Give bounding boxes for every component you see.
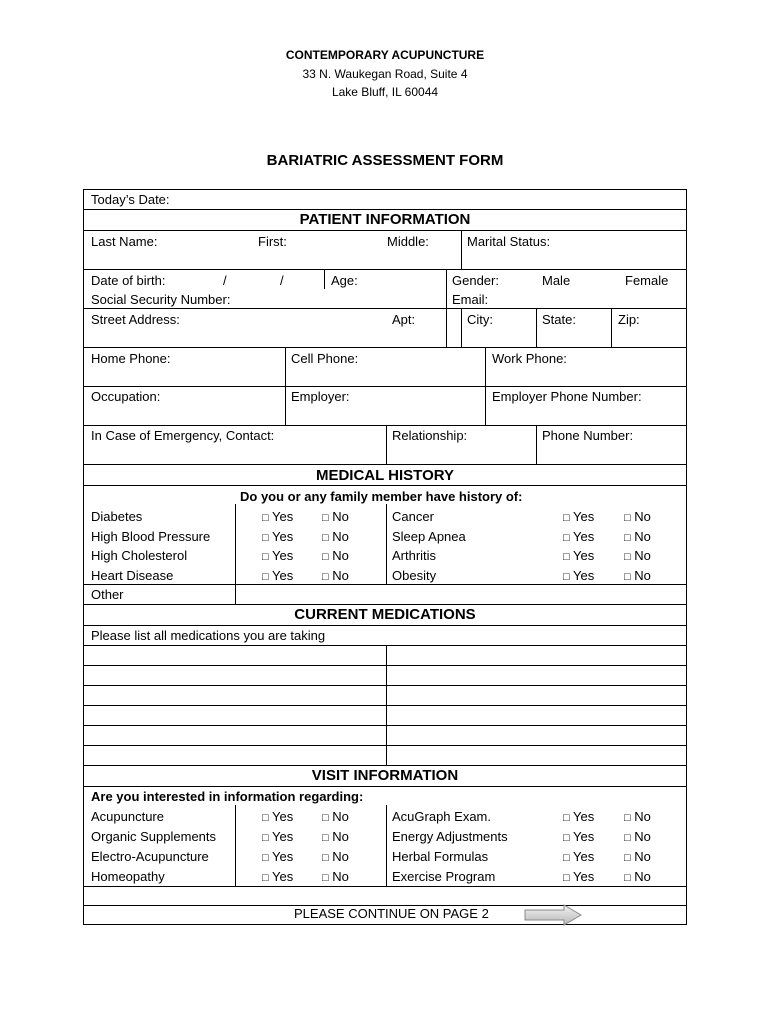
email-label: Email:	[452, 292, 489, 307]
checkbox-icon[interactable]: □	[322, 512, 329, 524]
visit-information-question: Are you interested in information regarding:	[91, 789, 364, 804]
checkbox-icon[interactable]: □	[322, 872, 329, 884]
option-label: No	[328, 869, 349, 884]
medications-instruction: Please list all medications you are taking	[91, 628, 326, 643]
visit-info-yes-option[interactable]	[563, 849, 594, 866]
todays-date-label: Today’s Date:	[91, 192, 170, 207]
dob-slash: /	[223, 273, 227, 288]
medical-history-left-item-label: High Blood Pressure	[91, 528, 211, 544]
medical-history-yes-option[interactable]	[262, 509, 293, 526]
visit-info-no-option[interactable]	[322, 849, 349, 866]
clinic-address-line1: 33 N. Waukegan Road, Suite 4	[302, 67, 468, 81]
option-label: No	[630, 849, 651, 864]
medical-history-yes-option[interactable]	[262, 529, 293, 546]
assessment-form	[83, 189, 687, 925]
other-label: Other	[91, 587, 124, 602]
option-label: Yes	[268, 849, 294, 864]
checkbox-icon[interactable]: □	[262, 832, 269, 844]
medical-history-left-item-label: Heart Disease	[91, 567, 174, 583]
visit-info-yes-option[interactable]	[563, 869, 594, 886]
emergency-contact-label: In Case of Emergency, Contact:	[91, 428, 275, 443]
checkbox-icon[interactable]: □	[322, 551, 329, 563]
medical-history-heading: MEDICAL HISTORY	[315, 467, 455, 484]
checkbox-icon[interactable]: □	[563, 512, 570, 524]
date-of-birth-label: Date of birth:	[91, 273, 166, 288]
option-label: No	[328, 809, 349, 824]
medical-history-no-option[interactable]	[624, 548, 651, 565]
option-label: No	[328, 829, 349, 844]
last-name-label: Last Name:	[91, 234, 158, 249]
medical-history-no-option[interactable]	[624, 529, 651, 546]
option-label: No	[328, 567, 349, 583]
zip-label: Zip:	[618, 312, 640, 327]
option-label: Yes	[569, 567, 595, 583]
visit-info-left-item-label: Electro-Acupuncture	[91, 849, 209, 864]
checkbox-icon[interactable]: □	[262, 531, 269, 544]
option-label: Yes	[268, 869, 294, 884]
visit-info-right-item-label: Energy Adjustments	[392, 829, 508, 844]
checkbox-icon[interactable]: □	[563, 551, 570, 563]
medical-history-yes-option[interactable]	[563, 568, 594, 585]
visit-info-no-option[interactable]	[624, 849, 651, 866]
visit-info-no-option[interactable]	[322, 869, 349, 886]
visit-info-no-option[interactable]	[322, 809, 349, 826]
checkbox-icon[interactable]: □	[563, 531, 570, 544]
option-label: No	[328, 509, 349, 524]
option-label: Yes	[569, 809, 595, 824]
option-label: No	[328, 548, 349, 563]
medical-history-left-item-label: Diabetes	[91, 509, 143, 524]
work-phone-label: Work Phone:	[492, 351, 567, 366]
occupation-label: Occupation:	[91, 389, 161, 404]
medical-history-right-item-label: Cancer	[392, 509, 434, 524]
age-label: Age:	[331, 273, 358, 288]
checkbox-icon[interactable]: □	[624, 531, 631, 544]
medical-history-right-item-label: Sleep Apnea	[392, 528, 466, 544]
checkbox-icon[interactable]: □	[563, 872, 570, 884]
medical-history-left-item-label: High Cholesterol	[91, 548, 188, 563]
option-label: No	[630, 509, 651, 524]
employer-phone-label: Employer Phone Number:	[492, 389, 642, 404]
street-address-label: Street Address:	[91, 312, 180, 327]
visit-info-no-option[interactable]	[322, 829, 349, 846]
checkbox-icon[interactable]: □	[262, 512, 269, 524]
option-label: Yes	[569, 869, 595, 884]
checkbox-icon[interactable]: □	[624, 832, 631, 844]
visit-info-yes-option[interactable]	[262, 869, 293, 886]
visit-info-yes-option[interactable]	[262, 809, 293, 826]
checkbox-icon[interactable]: □	[262, 812, 269, 824]
option-label: Yes	[569, 829, 595, 844]
checkbox-icon[interactable]: □	[624, 852, 631, 864]
form-title: BARIATRIC ASSESSMENT FORM	[266, 152, 504, 169]
apt-label: Apt:	[392, 312, 416, 327]
gender-male-option: Male	[542, 273, 571, 288]
option-label: Yes	[569, 528, 595, 544]
medical-history-yes-option[interactable]	[563, 548, 594, 565]
checkbox-icon[interactable]: □	[322, 852, 329, 864]
checkbox-icon[interactable]: □	[563, 852, 570, 864]
visit-information-heading: VISIT INFORMATION	[311, 767, 459, 784]
checkbox-icon[interactable]: □	[563, 812, 570, 824]
checkbox-icon[interactable]: □	[262, 872, 269, 884]
cell-phone-label: Cell Phone:	[291, 351, 359, 366]
checkbox-icon[interactable]: □	[322, 832, 329, 844]
relationship-label: Relationship:	[392, 428, 468, 443]
medical-history-no-option[interactable]	[322, 529, 349, 546]
visit-info-no-option[interactable]	[624, 809, 651, 826]
checkbox-icon[interactable]: □	[322, 812, 329, 824]
visit-info-left-item-label: Homeopathy	[91, 869, 165, 884]
state-label: State:	[542, 312, 576, 327]
visit-info-right-item-label: Exercise Program	[392, 869, 496, 884]
option-label: No	[328, 849, 349, 864]
option-label: No	[630, 528, 651, 544]
option-label: Yes	[268, 528, 294, 544]
option-label: No	[630, 567, 651, 583]
gender-female-option: Female	[625, 273, 669, 288]
checkbox-icon[interactable]: □	[563, 832, 570, 844]
option-label: Yes	[268, 567, 294, 583]
medical-history-no-option[interactable]	[322, 509, 349, 526]
checkbox-icon[interactable]: □	[262, 570, 269, 583]
medical-history-yes-option[interactable]	[563, 509, 594, 526]
clinic-address-line2: Lake Bluff, IL 60044	[331, 85, 439, 99]
ssn-label: Social Security Number:	[91, 292, 231, 307]
visit-info-left-item-label: Acupuncture	[91, 809, 164, 824]
medical-history-right-item-label: Obesity	[392, 567, 437, 583]
checkbox-icon[interactable]: □	[624, 812, 631, 824]
continue-note: PLEASE CONTINUE ON PAGE 2	[294, 906, 489, 921]
employer-label: Employer:	[291, 389, 350, 404]
checkbox-icon[interactable]: □	[624, 512, 631, 524]
option-label: Yes	[268, 809, 294, 824]
option-label: Yes	[569, 849, 595, 864]
visit-info-yes-option[interactable]	[563, 829, 594, 846]
checkbox-icon[interactable]: □	[624, 570, 631, 583]
medical-history-yes-option[interactable]	[563, 529, 594, 546]
visit-info-yes-option[interactable]	[262, 849, 293, 866]
visit-info-right-item-label: Herbal Formulas	[392, 849, 489, 864]
checkbox-icon[interactable]: □	[262, 551, 269, 563]
visit-info-no-option[interactable]	[624, 869, 651, 886]
option-label: No	[630, 548, 651, 563]
checkbox-icon[interactable]: □	[624, 872, 631, 884]
gender-label: Gender:	[452, 273, 499, 288]
dob-slash: /	[280, 273, 284, 288]
option-label: Yes	[268, 509, 294, 524]
visit-info-yes-option[interactable]	[262, 829, 293, 846]
medical-history-yes-option[interactable]	[262, 548, 293, 565]
medical-history-no-option[interactable]	[624, 568, 651, 585]
arrow-right-icon	[524, 904, 582, 926]
medical-history-no-option[interactable]	[322, 568, 349, 585]
option-label: No	[630, 809, 651, 824]
option-label: No	[630, 829, 651, 844]
option-label: Yes	[268, 548, 294, 563]
home-phone-label: Home Phone:	[91, 351, 171, 366]
option-label: No	[328, 528, 349, 544]
checkbox-icon[interactable]: □	[322, 531, 329, 544]
option-label: Yes	[569, 509, 595, 524]
phone-number-label: Phone Number:	[542, 428, 634, 443]
checkbox-icon[interactable]: □	[563, 570, 570, 583]
city-label: City:	[467, 312, 493, 327]
visit-info-yes-option[interactable]	[563, 809, 594, 826]
checkbox-icon[interactable]: □	[624, 551, 631, 563]
medical-history-yes-option[interactable]	[262, 568, 293, 585]
option-label: No	[630, 869, 651, 884]
marital-status-label: Marital Status:	[467, 234, 551, 249]
medical-history-no-option[interactable]	[624, 509, 651, 526]
clinic-name: CONTEMPORARY ACUPUNCTURE	[285, 48, 485, 62]
first-name-label: First:	[258, 234, 287, 249]
option-label: Yes	[569, 548, 595, 563]
option-label: Yes	[268, 829, 294, 844]
medical-history-right-item-label: Arthritis	[392, 548, 437, 563]
medical-history-no-option[interactable]	[322, 548, 349, 565]
visit-info-right-item-label: AcuGraph Exam.	[392, 809, 491, 824]
checkbox-icon[interactable]: □	[322, 570, 329, 583]
current-medications-heading: CURRENT MEDICATIONS	[294, 606, 476, 623]
medical-history-question: Do you or any family member have history of:	[240, 489, 523, 504]
patient-information-heading: PATIENT INFORMATION	[299, 211, 471, 228]
visit-info-left-item-label: Organic Supplements	[91, 829, 217, 844]
visit-info-no-option[interactable]	[624, 829, 651, 846]
checkbox-icon[interactable]: □	[262, 852, 269, 864]
middle-name-label: Middle:	[387, 234, 429, 249]
